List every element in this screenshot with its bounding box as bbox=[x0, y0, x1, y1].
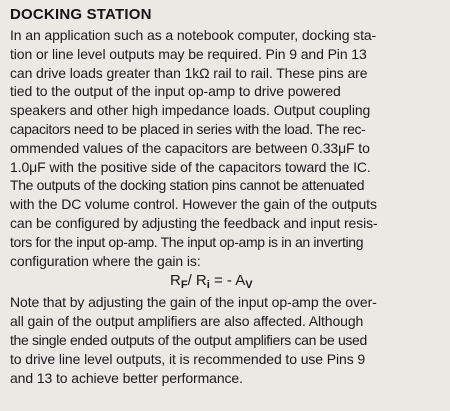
equation-r-i: / R bbox=[187, 272, 207, 290]
gain-equation bbox=[10, 270, 440, 293]
paragraph-1-line: In an application such as a notebook computer, docking sta- bbox=[10, 27, 377, 43]
paragraph-2-line: to drive line level outputs, it is recommended to use Pins 9 bbox=[10, 350, 366, 367]
paragraph-1-line: 1.0μF with the positive side of the capacitors toward the IC. bbox=[10, 158, 371, 175]
paragraph-1-line: with the DC volume control. However the gain of the outputs bbox=[10, 196, 377, 213]
paragraph-2-line: the single ended outputs of the output amplifiers can be used bbox=[10, 331, 367, 348]
section-heading: DOCKING STATION bbox=[10, 6, 152, 23]
paragraph-1-line: tion or line level outputs may be required. Pin 9 and Pin 13 bbox=[10, 45, 367, 62]
paragraph-1 bbox=[10, 26, 440, 270]
paragraph-2-line: Note that by adjusting the gain of the input op-amp the over- bbox=[10, 294, 377, 311]
equation-v-subscript: V bbox=[245, 279, 253, 292]
paragraph-1-line: The outputs of the docking station pins cannot be attenuated bbox=[10, 177, 365, 194]
equation-f-subscript: F bbox=[180, 279, 188, 292]
paragraph-1-line: ommended values of the capacitors are between 0.33μF to bbox=[10, 139, 370, 156]
equation-r-f: R bbox=[170, 272, 181, 290]
equation-i-subscript: i bbox=[206, 279, 210, 292]
paragraph-2-line: all gain of the output amplifiers are also affected. Although bbox=[10, 313, 364, 330]
paragraph-1-line: can drive loads greater than 1kΩ rail to rail. These pins are bbox=[10, 64, 368, 81]
paragraph-1-line: capacitors need to be placed in series with the load. The rec- bbox=[10, 120, 366, 137]
paragraph-1-line: can be configured by adjusting the feedback and input resis- bbox=[10, 214, 378, 231]
paragraph-1-line: speakers and other high impedance loads. Output coupling bbox=[10, 102, 371, 119]
equation-gain: = - A bbox=[209, 272, 246, 290]
paragraph-2 bbox=[10, 293, 440, 387]
paragraph-2-line: and 13 to achieve better performance. bbox=[10, 369, 243, 386]
paragraph-1-line: configuration where the gain is: bbox=[10, 252, 201, 269]
paragraph-1-line: tied to the output of the input op-amp to drive powered bbox=[10, 83, 341, 100]
paragraph-1-line: tors for the input op-amp. The input op-amp is in an inverting bbox=[10, 233, 364, 250]
